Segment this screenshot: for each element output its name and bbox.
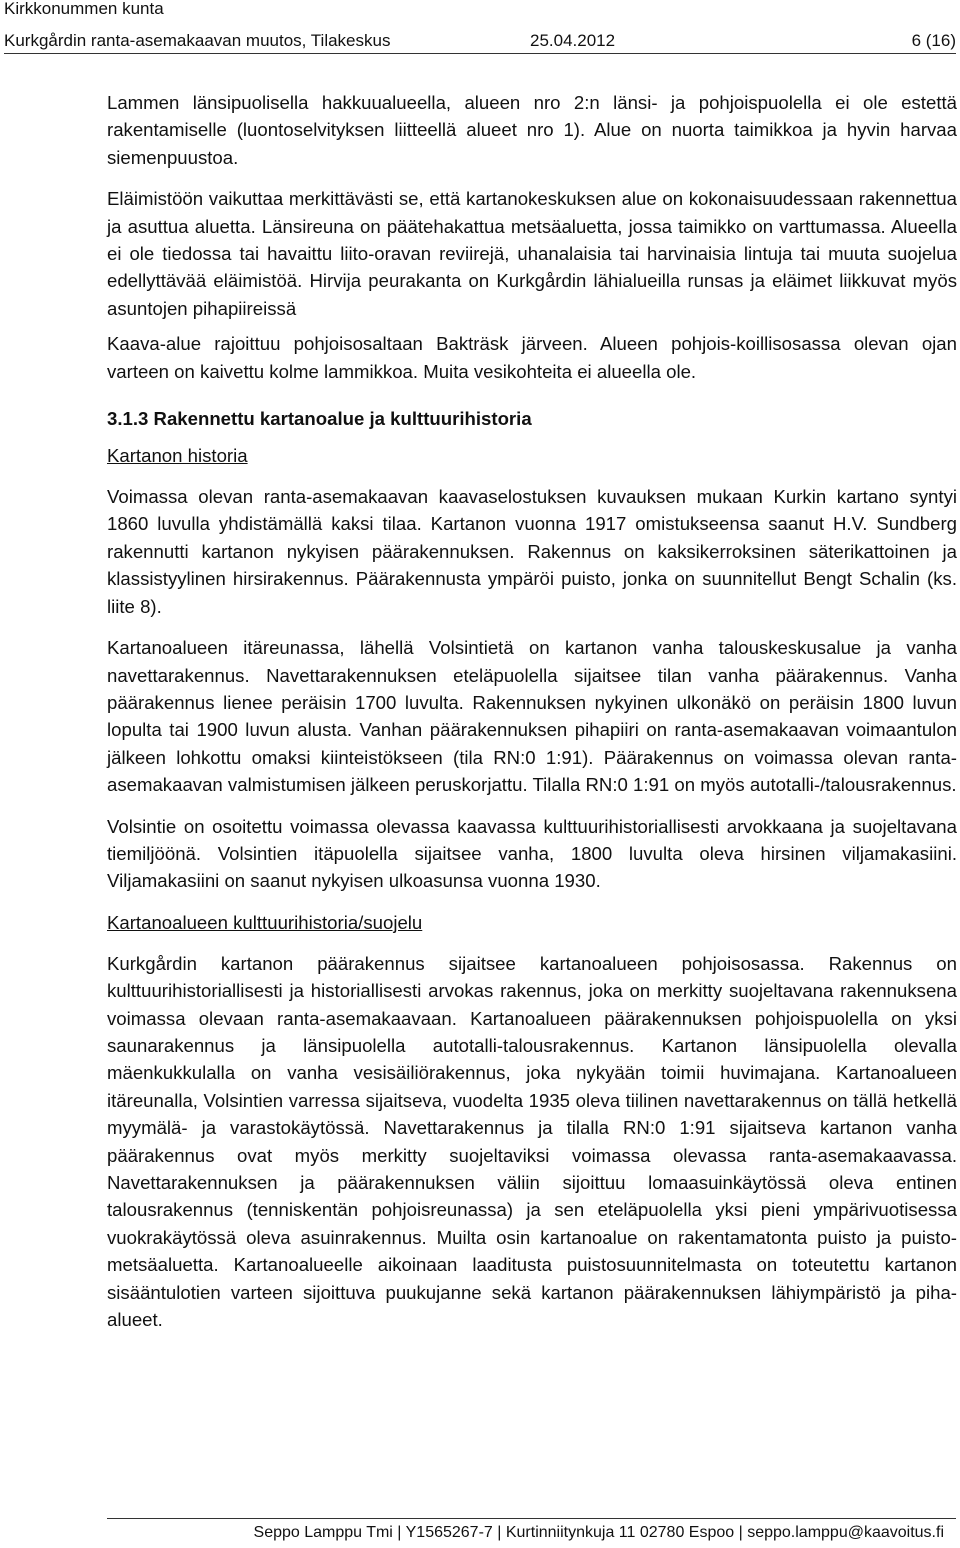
section-heading: 3.1.3 Rakennettu kartanoalue ja kulttuurihistoria	[107, 408, 532, 430]
paragraph-fauna: Eläimistöön vaikuttaa merkittävästi se, että kartanokeskuksen alue on kokonaisuudessaan rakennettua ja asuttua aluetta. Länsireuna on päätehakattua metsäaluetta, jossa taimikko on varttumassa. Alueella ei ole tiedossa tai havaittu liito-oravan reviirejä, uhanalaisia tai harvinaisia lintuja tai muuta suojelua edellyttävää eläimistöä. Hirvija peurakanta on Kurkgårdin lähialueilla runsas ja eläimet liikkuvat myös asuntojen pihapiireissä	[107, 188, 957, 319]
subheading-manor-history: Kartanon historia	[107, 445, 248, 467]
organization-name: Kirkkonummen kunta	[4, 0, 164, 18]
document-header	[4, 30, 956, 54]
document-date: 25.04.2012	[530, 31, 616, 50]
document-title: Kurkgårdin ranta-asemakaavan muutos, Tilakeskus	[4, 31, 391, 50]
page-number: 6 (16)	[911, 31, 956, 50]
paragraph-logging-area: Lammen länsipuolisella hakkuualueella, alueen nro 2:n länsi- ja pohjoispuolella ei ole estettä rakentamiselle (luontoselvityksen liitteellä alueet nro 1). Alue on nuorta taimikkoa ja hyvin harvaa siemenpuustoa.	[107, 92, 957, 168]
paragraph-cultural-history: Kurkgårdin kartanon päärakennus sijaitsee kartanoalueen pohjoisosassa. Rakennus on kulttuurihistoriallisesti ja historiallisesti arvokas rakennus, joka on merkitty suojeltavana rakennuksena voimassa olevaan ranta-asemakaavaan. Kartanoalueen päärakennuksen pohjoispuolella on yksi saunarakennus ja länsipuolella autotalli-talousrakennus. Kartanon länsipuolella olevalla mäenkukkulalla on vanha vesisäiliörakennus, joka nykyään toimii huvimajana. Kartanoalueen itäreunalla, Volsintien varressa sijaitseva, vuodelta 1935 oleva tiilinen navettarakennus on tällä hetkellä myymälä- ja varastokäytössä. Navettarakennus ja tilalla RN:0 1:91 sijaitseva kartanon vanha päärakennus ovat myös merkitty suojeltaviksi voimassa olevassa ranta-asemakaavassa. Navettarakennuksen ja päärakennuksen väliin sijoittuu lomaasuinkäytössä oleva entinen talousrakennus (tenniskentän pohjoisreunassa) ja sen eteläpuolella yksi pieni ympärivuotisessa vuokrakäytössä oleva asuinrakennus. Muilta osin kartanoalue on rakentamatonta puisto ja puisto-metsäaluetta. Kartanoalueelle aikoinaan laaditusta puistosuunnitelmasta on toteutettu kartanon sisääntulotien varteen sijoittuva puukujanne sekä kartanon päärakennuksen lähiympäristö ja pihaalueet.	[107, 952, 957, 1331]
paragraph-farm-centre: Kartanoalueen itäreunassa, lähellä Volsintietä on kartanon vanha talouskeskusalue ja vanha navettarakennus. Navettarakennuksen eteläpuolella sijaitsee tilan vanha päärakennus. Vanha päärakennus lienee peräisin 1700 luvulta. Rakennuksen nykyinen ulkonäkö on peräisin 1800 luvun lopulta tai 1900 luvun alusta. Vanhan päärakennuksen pihapiiri on ranta-asemakaavan voimaantulon jälkeen lohkottu omaksi kiinteistökseen (tila RN:0 1:91). Päärakennus on voimassa olevan ranta-asemakaavan valmistumisen jälkeen peruskorjattu. Tilalla RN:0 1:91 on myös autotalli-/talousrakennus.	[107, 637, 957, 796]
paragraph-waters: Kaava-alue rajoittuu pohjoisosaltaan Bakträsk järveen. Alueen pohjois-koillisosassa olevan ojan varteen on kaivettu kolme lammikkoa. Muita vesikohteita ei alueella ole.	[107, 333, 957, 382]
document-body	[107, 89, 957, 1347]
header-divider	[4, 53, 956, 54]
subheading-cultural-history: Kartanoalueen kulttuurihistoria/suojelu	[107, 911, 423, 933]
paragraph-volsintie: Volsintie on osoitettu voimassa olevassa kaavassa kulttuurihistoriallisesti arvokkaana ja suojeltavana tiemiljöönä. Volsintien itäpuolella sijaitsee vanha, 1800 luvulta oleva hirsinen viljamakasiini. Viljamakasiini on saanut nykyisen ulkoasunsa vuonna 1930.	[107, 815, 957, 892]
footer-contact: Seppo Lamppu Tmi | Y1565267-7 | Kurtinniitynkuja 11 02780 Espoo | seppo.lamppu@kaavoitus.fi	[253, 1524, 944, 1541]
paragraph-manor-history: Voimassa olevan ranta-asemakaavan kaavaselostuksen kuvauksen mukaan Kurkin kartano syntyi 1860 luvulla yhdistämällä kaksi tilaa. Kartanon vuonna 1917 omistukseensa saanut H.V. Sundberg rakennutti kartanon nykyisen päärakennuksen. Rakennus on kaksikerroksinen säterikattoinen ja klassistyylinen hirsirakennus. Päärakennusta ympäröi puisto, jonka on suunnitellut Bengt Schalin (ks. liite 8).	[107, 486, 957, 617]
footer-divider	[107, 1518, 956, 1519]
